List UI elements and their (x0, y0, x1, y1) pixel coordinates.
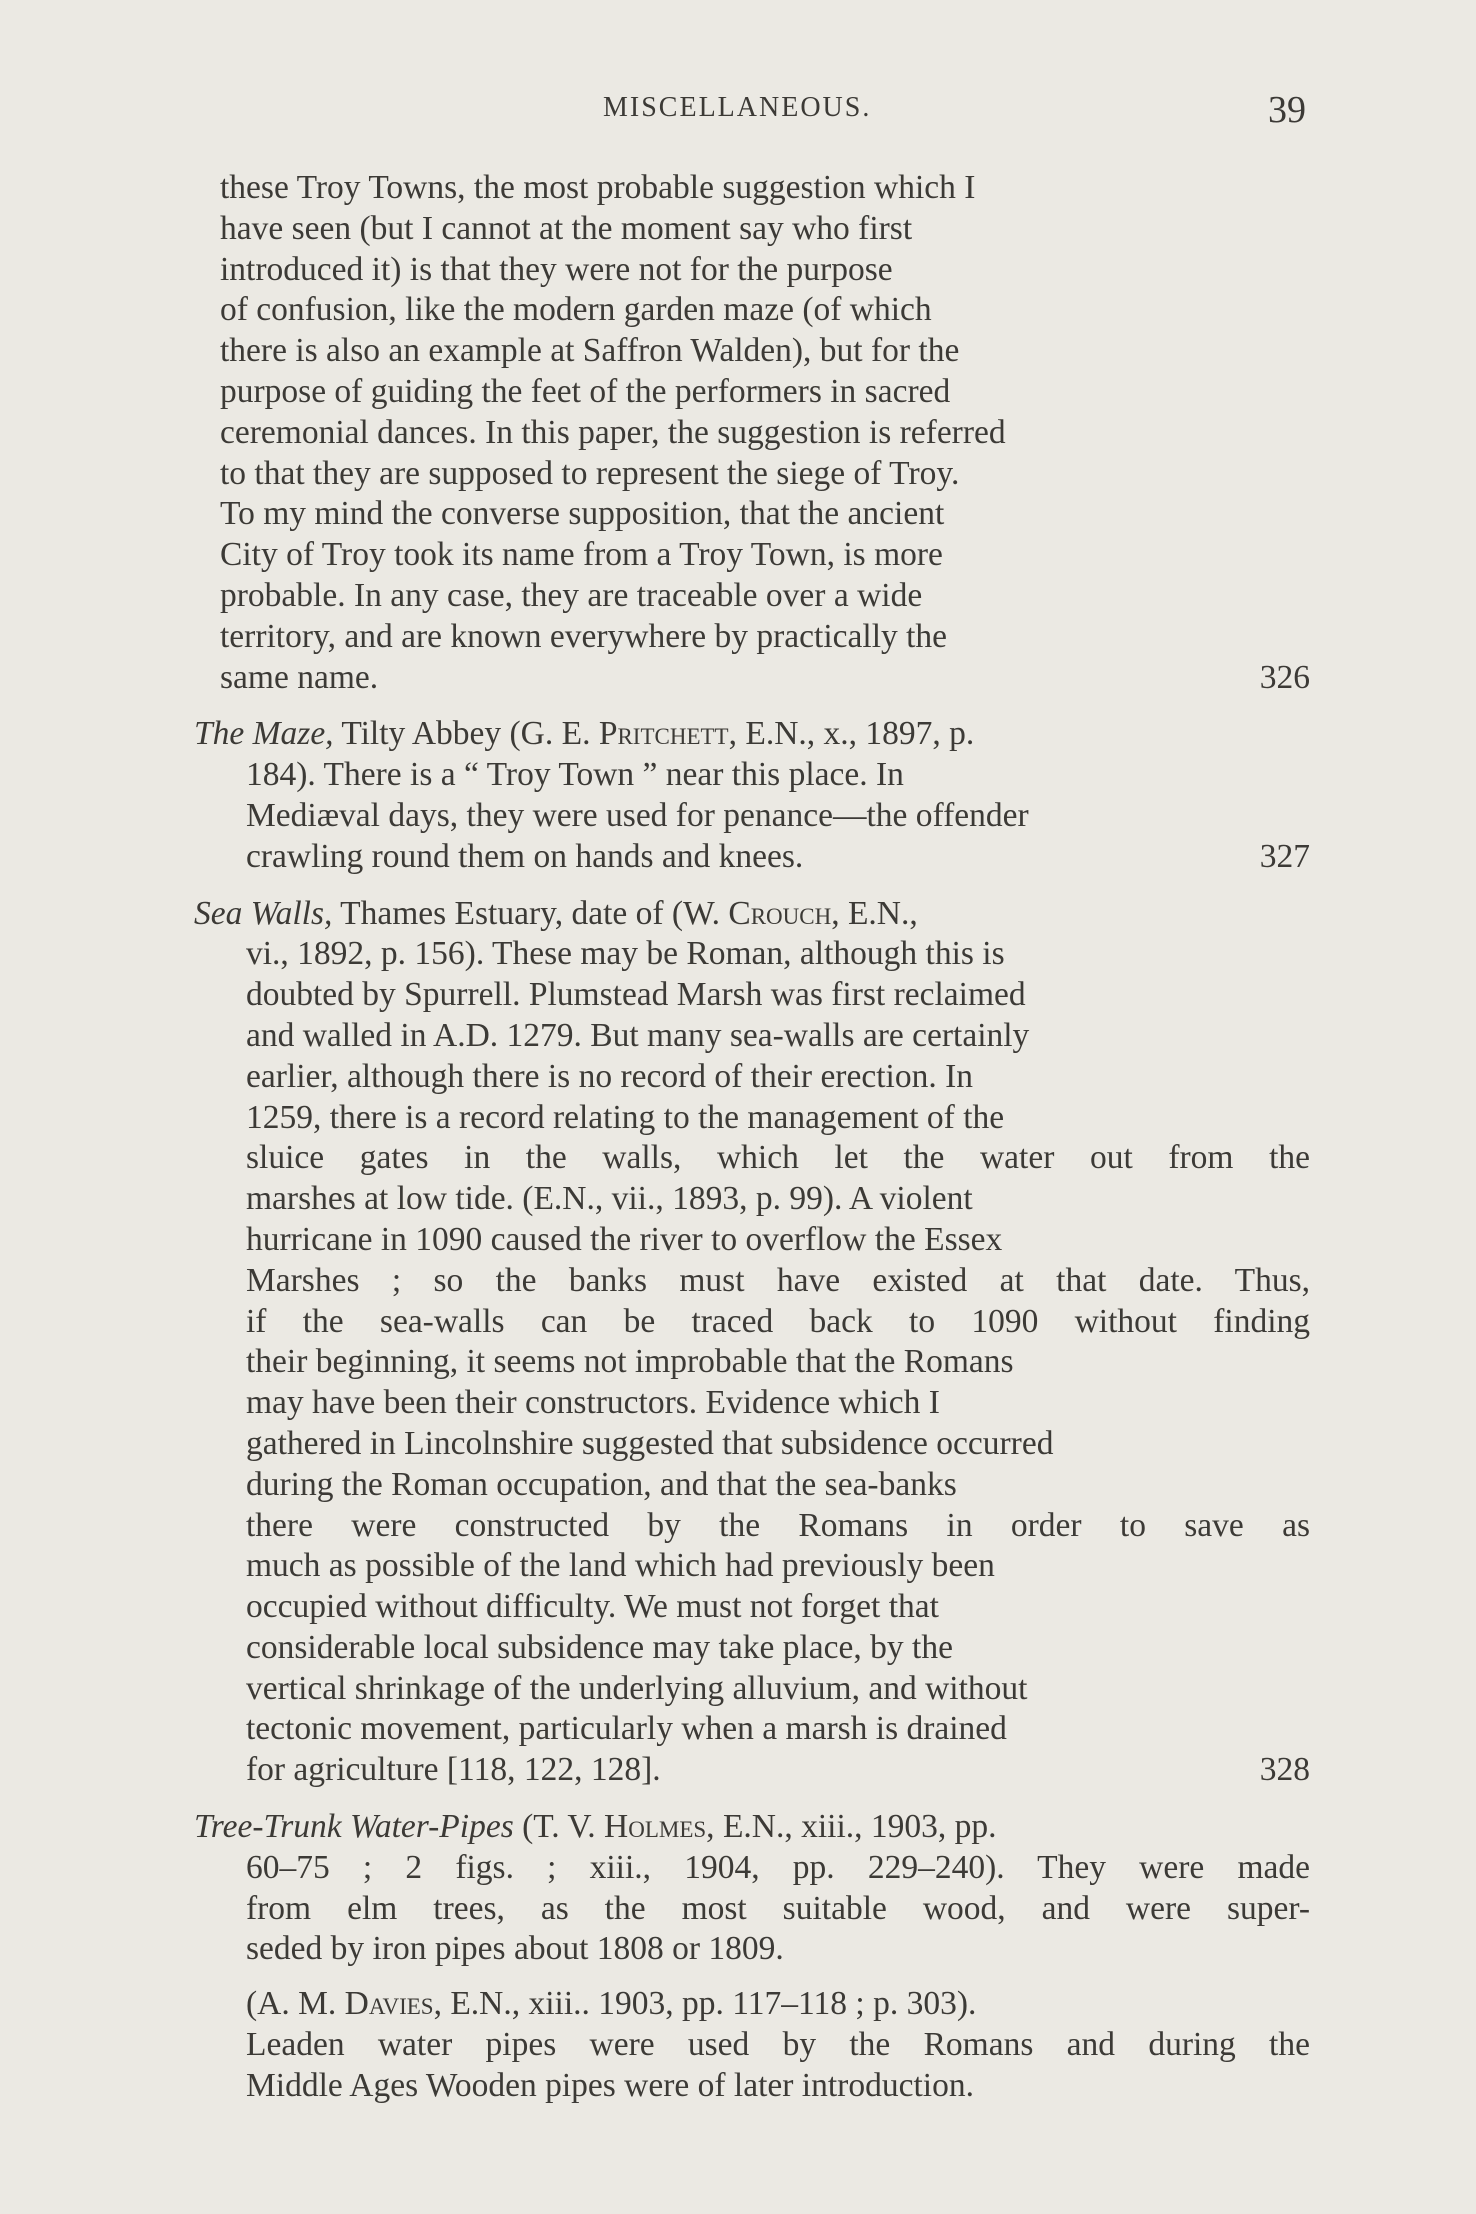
entry-the-maze (194, 714, 1310, 877)
text-line: 1259, there is a record relating to the management of the (246, 1098, 1005, 1136)
running-head (0, 88, 1476, 138)
text-line: during the Roman occupation, and that the sea-banks (246, 1465, 957, 1503)
text-line: there were constructed by the Romans in order to save as (246, 1506, 1310, 1544)
text-line: Marshes ; so the banks must have existed at that date. Thus, (246, 1261, 1310, 1299)
text-line: territory, and are known everywhere by practically the (220, 617, 948, 655)
text-line-last (220, 658, 1310, 699)
text-fragment: E.N., (839, 894, 918, 932)
author-name: Pritchett, (598, 715, 737, 753)
text-fragment: crawling round them on hands and knees. (246, 837, 804, 875)
text-line: these Troy Towns, the most probable suggestion which I (220, 169, 976, 206)
entry-heading-line (194, 714, 1310, 755)
page-number: 39 (1268, 89, 1306, 131)
text-line: 60–75 ; 2 figs. ; xiii., 1904, pp. 229–240). They were made (246, 1848, 1310, 1886)
text-line: vertical shrinkage of the underlying alluvium, and without (246, 1669, 1028, 1707)
text-line: their beginning, it seems not improbable that the Romans (246, 1343, 1014, 1381)
text-line: To my mind the converse supposition, that the ancient (220, 495, 945, 533)
entry-heading-line (194, 894, 1310, 935)
entry-heading-line (194, 1807, 1310, 1848)
text-line: much as possible of the land which had previously been (246, 1547, 995, 1585)
text-line: occupied without difficulty. We must not forget that (246, 1588, 939, 1626)
entry-sea-walls (194, 894, 1310, 1792)
text-line: Mediæval days, they were used for penance—the offender (246, 796, 1029, 834)
text-line: 184). There is a “ Troy Town ” near this place. In (246, 756, 904, 794)
text-line: Middle Ages Wooden pipes were of later introduction. (246, 2066, 974, 2104)
text-fragment: E.N., x., 1897, p. (736, 715, 975, 753)
text-line: tectonic movement, particularly when a marsh is drained (246, 1710, 1007, 1748)
text-line: to that they are supposed to represent the siege of Troy. (220, 454, 960, 492)
text-line: purpose of guiding the feet of the performers in sacred (220, 372, 951, 410)
text-line: earlier, although there is no record of their erection. In (246, 1057, 973, 1095)
text-line: introduced it) is that they were not for the purpose (220, 250, 893, 288)
text-line: from elm trees, as the most suitable wood, and were super- (246, 1889, 1310, 1927)
author-name: Davies, (344, 1985, 442, 2023)
text-line-last (220, 837, 1310, 878)
text-fragment: for agriculture [118, 122, 128]. (246, 1751, 661, 1789)
text-line: marshes at low tide. (E.N., vii., 1893, p. 99). A violent (246, 1180, 973, 1218)
paragraph-gap (220, 1970, 1310, 1984)
text-line: and walled in A.D. 1279. But many sea-walls are certainly (246, 1016, 1030, 1054)
text-fragment: (T. V. (513, 1808, 605, 1846)
running-head-title: MISCELLANEOUS. (603, 92, 872, 123)
text-fragment: (A. M. (246, 1985, 345, 2023)
text-line: Leaden water pipes were used by the Romans and during the (246, 2026, 1310, 2064)
intro-paragraph (220, 168, 1310, 698)
text-line: gathered in Lincolnshire suggested that subsidence occurred (246, 1424, 1054, 1462)
text-fragment: same name. (220, 658, 379, 696)
reference-number: 328 (1259, 1751, 1310, 1789)
text-line: of confusion, like the modern garden maze (of which (220, 291, 932, 329)
text-line-last: seded by iron pipes about 1808 or 1809. (246, 1930, 784, 1968)
text-line: sluice gates in the walls, which let the water out from the (246, 1139, 1310, 1177)
text-line: hurricane in 1090 caused the river to overflow the Essex (246, 1220, 1003, 1258)
body-text (194, 168, 1310, 2107)
entry-tree-trunk-water-pipes (194, 1807, 1310, 2107)
text-line: doubted by Spurrell. Plumstead Marsh was first reclaimed (246, 976, 1026, 1014)
text-line: there is also an example at Saffron Walden), but for the (220, 332, 960, 370)
text-fragment: Thames Estuary, date of (W. (332, 894, 729, 932)
text-fragment: Tilty Abbey (G. E. (333, 715, 599, 753)
entry-heading: Sea Walls, (194, 894, 333, 932)
author-name: Holmes, (604, 1808, 715, 1846)
text-line: City of Troy took its name from a Troy Town, is more (220, 536, 943, 574)
text-line: have seen (but I cannot at the moment say who first (220, 209, 913, 247)
entry-heading: The Maze, (194, 715, 334, 753)
entry-heading: Tree-Trunk Water-Pipes (194, 1808, 514, 1846)
text-line-last (220, 1750, 1310, 1791)
text-fragment: E.N., xiii., 1903, pp. (714, 1808, 997, 1846)
reference-number: 327 (1259, 837, 1310, 875)
text-fragment: E.N., xiii.. 1903, pp. 117–118 ; p. 303). (441, 1985, 977, 2023)
text-line: vi., 1892, p. 156). These may be Roman, although this is (246, 935, 1005, 973)
reference-number: 326 (1259, 658, 1310, 696)
text-line: probable. In any case, they are traceable over a wide (220, 576, 923, 614)
davies-first-line (220, 1984, 1310, 2025)
text-line: if the sea-walls can be traced back to 1090 without finding (246, 1302, 1310, 1340)
text-line: ceremonial dances. In this paper, the suggestion is referred (220, 413, 1006, 451)
author-name: Crouch, (728, 894, 840, 932)
text-line: considerable local subsidence may take place, by the (246, 1628, 953, 1666)
text-line: may have been their constructors. Evidence which I (246, 1384, 940, 1422)
